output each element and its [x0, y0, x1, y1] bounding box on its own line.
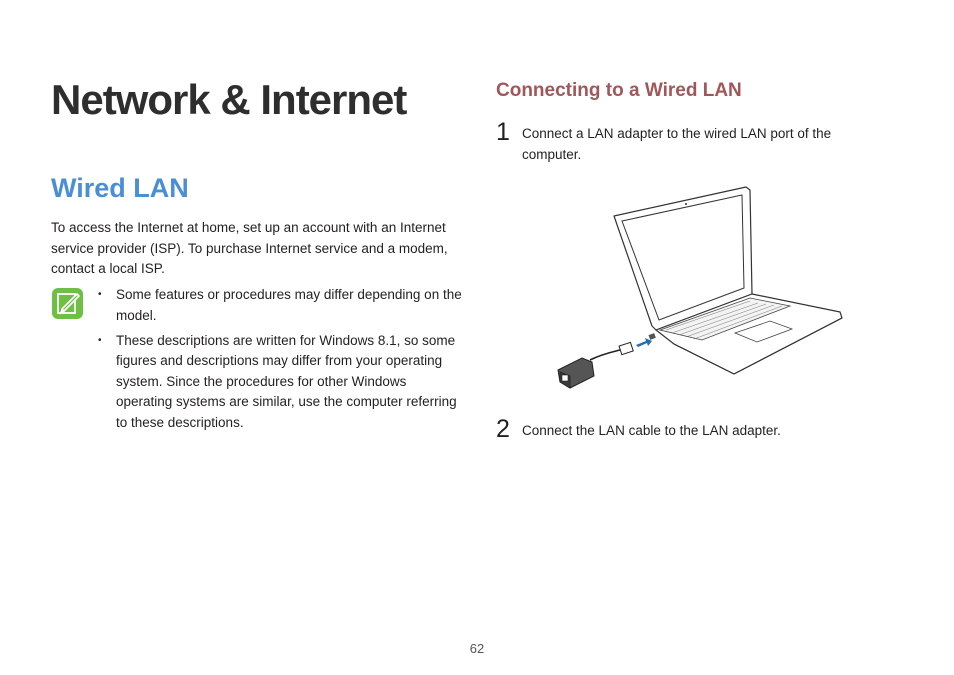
step-number: 1 — [496, 118, 510, 146]
bullet-glyph: • — [98, 334, 102, 346]
section-title: Wired LAN — [51, 173, 189, 203]
step-number: 2 — [496, 415, 510, 443]
subsection-title: Connecting to a Wired LAN — [496, 80, 742, 101]
note-item — [98, 285, 463, 326]
step-text: Connect the LAN cable to the LAN adapter. — [522, 423, 781, 438]
laptop-lan-adapter-illustration — [552, 184, 844, 396]
page-number: 62 — [469, 641, 485, 656]
intro-paragraph: To access the Internet at home, set up an account with an Internet service provider (ISP). To purchase Internet service and a modem, contact a local ISP. — [51, 220, 448, 276]
chapter-title: Network & Internet — [51, 76, 407, 123]
note-text: Some features or procedures may differ depending on the model. — [116, 287, 462, 323]
bullet-glyph: • — [98, 289, 102, 300]
step-text: Connect a LAN adapter to the wired LAN port of the computer. — [522, 126, 832, 162]
pencil-note-icon — [52, 288, 83, 319]
note-item — [98, 331, 463, 434]
note-list — [98, 285, 463, 438]
note-text: These descriptions are written for Windows 8.1, so some figures and descriptions may differ from your operating system. Since the procedures for other Windows operating systems are similar, use the computer referring to these descriptions. — [116, 332, 457, 430]
